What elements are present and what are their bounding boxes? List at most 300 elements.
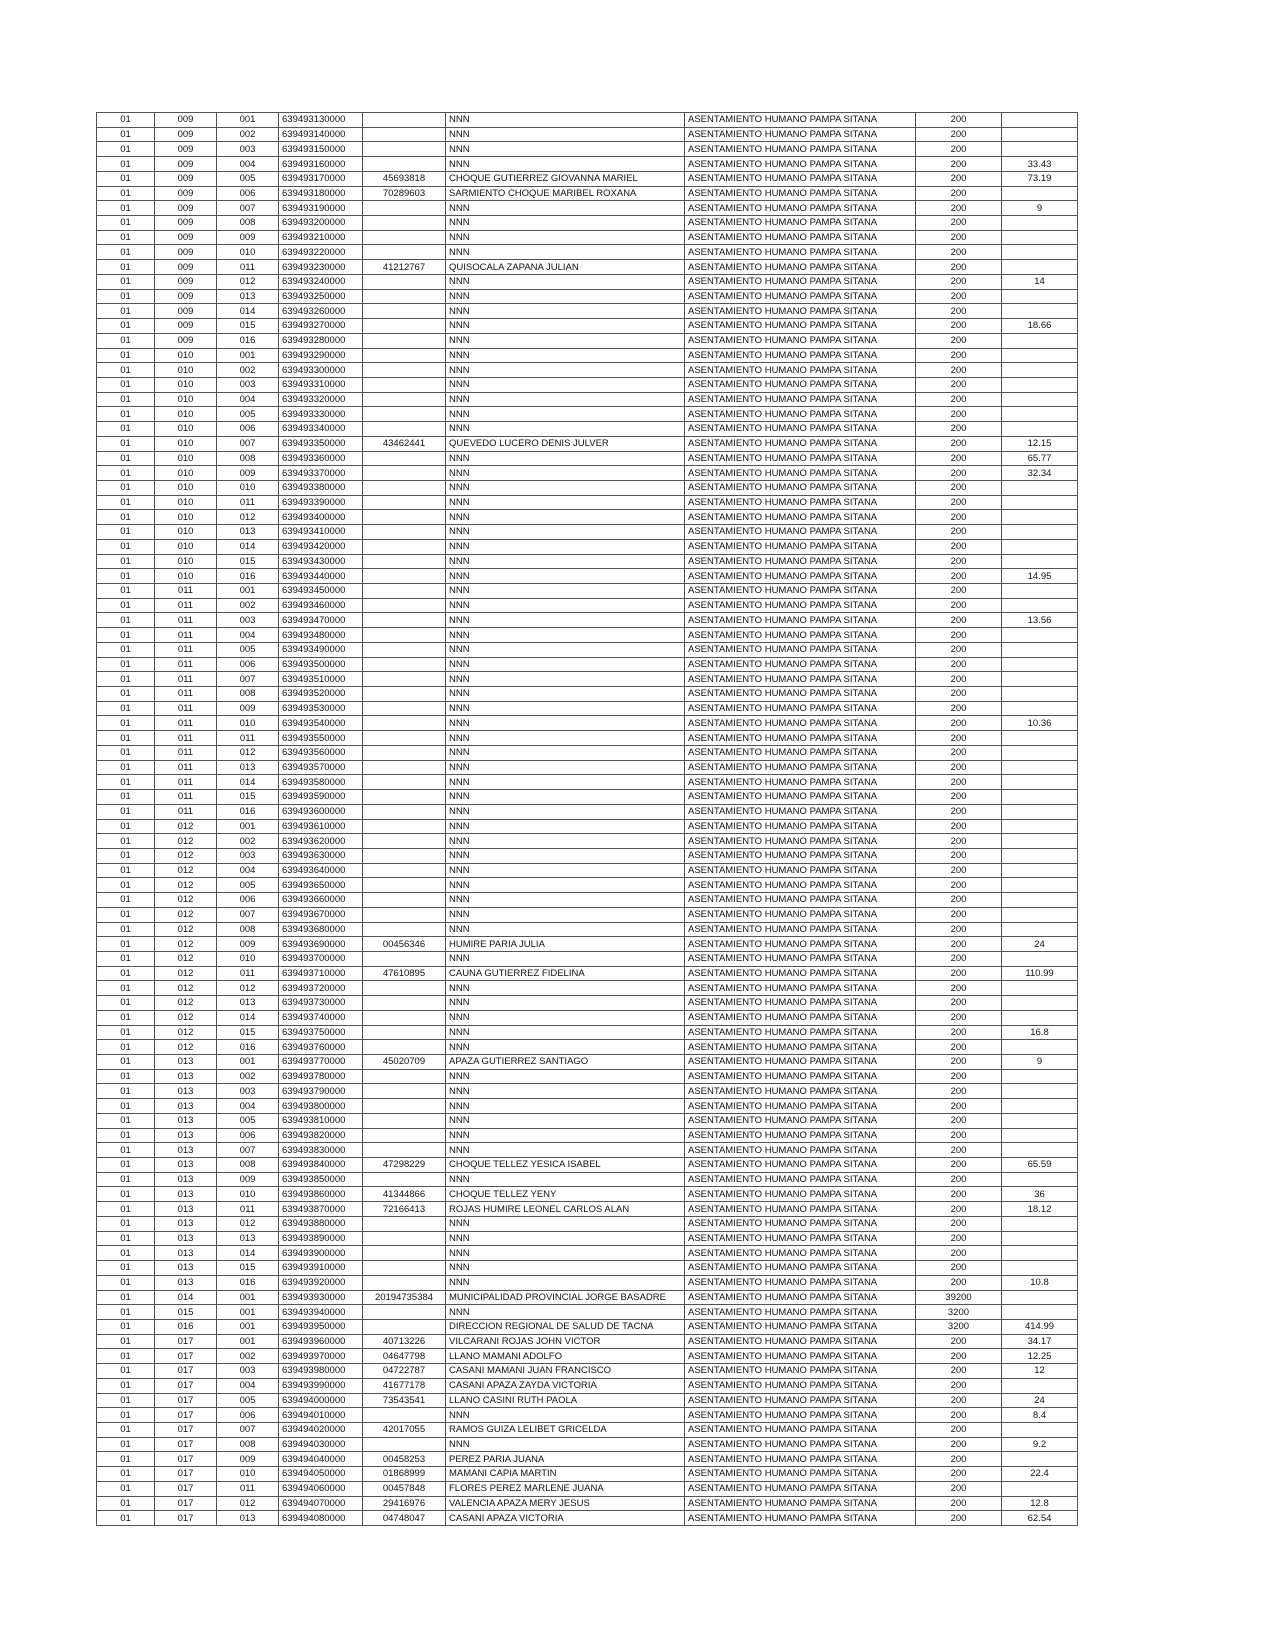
id-number-cell [363,201,446,216]
area-cell: 200 [916,1025,1002,1040]
owner-name-cell: VILCARANI ROJAS JOHN VICTOR [446,1334,685,1349]
lot-cell: 008 [217,922,279,937]
area-cell: 200 [916,1481,1002,1496]
value-cell: 65.59 [1002,1158,1078,1173]
area-cell: 200 [916,804,1002,819]
lot-cell: 012 [217,274,279,289]
area-cell: 200 [916,819,1002,834]
id-number-cell [363,1172,446,1187]
value-cell [1002,951,1078,966]
location-cell: ASENTAMIENTO HUMANO PAMPA SITANA [685,157,916,172]
lot-cell: 004 [217,1099,279,1114]
owner-name-cell: NNN [446,480,685,495]
district-cell: 01 [97,598,155,613]
sector-cell: 010 [155,495,217,510]
table-row [97,171,1078,186]
id-number-cell [363,142,446,157]
area-cell: 200 [916,1467,1002,1482]
owner-name-cell: CHOQUE TELLEZ YESICA ISABEL [446,1158,685,1173]
owner-name-cell: NNN [446,584,685,599]
owner-name-cell: NNN [446,451,685,466]
owner-name-cell: CHOQUE GUTIERREZ GIOVANNA MARIEL [446,171,685,186]
code-cell: 639493450000 [279,584,363,599]
id-number-cell [363,363,446,378]
lot-cell: 007 [217,907,279,922]
code-cell: 639493620000 [279,834,363,849]
area-cell: 200 [916,1202,1002,1217]
location-cell: ASENTAMIENTO HUMANO PAMPA SITANA [685,1452,916,1467]
area-cell: 200 [916,775,1002,790]
sector-cell: 013 [155,1187,217,1202]
district-cell: 01 [97,1305,155,1320]
owner-name-cell: APAZA GUTIERREZ SANTIAGO [446,1055,685,1070]
area-cell: 200 [916,1158,1002,1173]
sector-cell: 010 [155,480,217,495]
owner-name-cell: NNN [446,142,685,157]
owner-name-cell: NNN [446,245,685,260]
table-row [97,1319,1078,1334]
location-cell: ASENTAMIENTO HUMANO PAMPA SITANA [685,760,916,775]
lot-cell: 013 [217,760,279,775]
sector-cell: 017 [155,1467,217,1482]
id-number-cell [363,230,446,245]
lot-cell: 004 [217,628,279,643]
lot-cell: 009 [217,466,279,481]
id-number-cell [363,539,446,554]
lot-cell: 015 [217,1261,279,1276]
location-cell: ASENTAMIENTO HUMANO PAMPA SITANA [685,1143,916,1158]
table-row [97,1364,1078,1379]
lot-cell: 014 [217,304,279,319]
id-number-cell: 47610895 [363,966,446,981]
code-cell: 639493220000 [279,245,363,260]
location-cell: ASENTAMIENTO HUMANO PAMPA SITANA [685,230,916,245]
code-cell: 639493970000 [279,1349,363,1364]
table-row [97,1231,1078,1246]
owner-name-cell: NNN [446,1010,685,1025]
table-row [97,1290,1078,1305]
owner-name-cell: ROJAS HUMIRE LEONEL CARLOS ALAN [446,1202,685,1217]
code-cell: 639493260000 [279,304,363,319]
sector-cell: 011 [155,760,217,775]
code-cell: 639493910000 [279,1261,363,1276]
area-cell: 200 [916,613,1002,628]
code-cell: 639493720000 [279,981,363,996]
id-number-cell: 73543541 [363,1393,446,1408]
owner-name-cell: NNN [446,1275,685,1290]
id-number-cell [363,657,446,672]
location-cell: ASENTAMIENTO HUMANO PAMPA SITANA [685,1319,916,1334]
owner-name-cell: NNN [446,1408,685,1423]
area-cell: 200 [916,951,1002,966]
sector-cell: 013 [155,1275,217,1290]
table-row [97,1467,1078,1482]
location-cell: ASENTAMIENTO HUMANO PAMPA SITANA [685,1084,916,1099]
value-cell [1002,1378,1078,1393]
area-cell: 200 [916,1393,1002,1408]
location-cell: ASENTAMIENTO HUMANO PAMPA SITANA [685,1290,916,1305]
value-cell [1002,672,1078,687]
lot-cell: 016 [217,333,279,348]
id-number-cell [363,451,446,466]
location-cell: ASENTAMIENTO HUMANO PAMPA SITANA [685,436,916,451]
lot-cell: 008 [217,451,279,466]
code-cell: 639493320000 [279,392,363,407]
district-cell: 01 [97,1349,155,1364]
location-cell: ASENTAMIENTO HUMANO PAMPA SITANA [685,1364,916,1379]
id-number-cell [363,333,446,348]
owner-name-cell: NNN [446,657,685,672]
sector-cell: 013 [155,1055,217,1070]
location-cell: ASENTAMIENTO HUMANO PAMPA SITANA [685,142,916,157]
value-cell: 12 [1002,1364,1078,1379]
table-row [97,480,1078,495]
district-cell: 01 [97,539,155,554]
table-row [97,348,1078,363]
owner-name-cell: QUISOCALA ZAPANA JULIAN [446,260,685,275]
sector-cell: 015 [155,1305,217,1320]
owner-name-cell: NNN [446,422,685,437]
location-cell: ASENTAMIENTO HUMANO PAMPA SITANA [685,539,916,554]
table-row [97,1084,1078,1099]
table-row [97,687,1078,702]
area-cell: 200 [916,289,1002,304]
id-number-cell [363,274,446,289]
owner-name-cell: NNN [446,893,685,908]
district-cell: 01 [97,348,155,363]
code-cell: 639493350000 [279,436,363,451]
value-cell [1002,1290,1078,1305]
district-cell: 01 [97,569,155,584]
sector-cell: 012 [155,937,217,952]
id-number-cell [363,1113,446,1128]
area-cell: 200 [916,539,1002,554]
id-number-cell [363,672,446,687]
owner-name-cell: NNN [446,760,685,775]
owner-name-cell: FLORES PEREZ MARLENE JUANA [446,1481,685,1496]
value-cell: 13.56 [1002,613,1078,628]
district-cell: 01 [97,584,155,599]
table-row [97,363,1078,378]
lot-cell: 007 [217,1422,279,1437]
code-cell: 639493370000 [279,466,363,481]
area-cell: 200 [916,377,1002,392]
area-cell: 200 [916,1511,1002,1526]
value-cell [1002,731,1078,746]
table-row [97,1055,1078,1070]
district-cell: 01 [97,1334,155,1349]
owner-name-cell: NNN [446,1084,685,1099]
area-cell: 200 [916,1069,1002,1084]
value-cell [1002,701,1078,716]
code-cell: 639493920000 [279,1275,363,1290]
table-row [97,1246,1078,1261]
owner-name-cell: NNN [446,1261,685,1276]
value-cell: 62.54 [1002,1511,1078,1526]
sector-cell: 012 [155,907,217,922]
id-number-cell [363,907,446,922]
code-cell: 639493520000 [279,687,363,702]
lot-cell: 008 [217,687,279,702]
location-cell: ASENTAMIENTO HUMANO PAMPA SITANA [685,996,916,1011]
value-cell [1002,113,1078,128]
lot-cell: 012 [217,745,279,760]
lot-cell: 011 [217,1202,279,1217]
location-cell: ASENTAMIENTO HUMANO PAMPA SITANA [685,775,916,790]
district-cell: 01 [97,1055,155,1070]
sector-cell: 011 [155,598,217,613]
area-cell: 200 [916,863,1002,878]
area-cell: 200 [916,848,1002,863]
district-cell: 01 [97,804,155,819]
district-cell: 01 [97,1496,155,1511]
sector-cell: 012 [155,878,217,893]
district-cell: 01 [97,157,155,172]
table-row [97,422,1078,437]
code-cell: 639493750000 [279,1025,363,1040]
id-number-cell [363,113,446,128]
code-cell: 639493180000 [279,186,363,201]
location-cell: ASENTAMIENTO HUMANO PAMPA SITANA [685,1261,916,1276]
lot-cell: 001 [217,1055,279,1070]
district-cell: 01 [97,1040,155,1055]
district-cell: 01 [97,1025,155,1040]
district-cell: 01 [97,201,155,216]
sector-cell: 011 [155,716,217,731]
sector-cell: 009 [155,186,217,201]
id-number-cell [363,407,446,422]
value-cell: 12.8 [1002,1496,1078,1511]
value-cell [1002,127,1078,142]
location-cell: ASENTAMIENTO HUMANO PAMPA SITANA [685,392,916,407]
location-cell: ASENTAMIENTO HUMANO PAMPA SITANA [685,333,916,348]
value-cell: 18.66 [1002,319,1078,334]
sector-cell: 013 [155,1216,217,1231]
lot-cell: 010 [217,716,279,731]
sector-cell: 011 [155,745,217,760]
code-cell: 639493240000 [279,274,363,289]
value-cell [1002,1246,1078,1261]
table-row [97,304,1078,319]
id-number-cell [363,775,446,790]
sector-cell: 010 [155,363,217,378]
records-table-body [97,113,1078,1526]
code-cell: 639493870000 [279,1202,363,1217]
table-row [97,878,1078,893]
sector-cell: 012 [155,1010,217,1025]
sector-cell: 013 [155,1158,217,1173]
table-row [97,1025,1078,1040]
owner-name-cell: HUMIRE PARIA JULIA [446,937,685,952]
code-cell: 639494000000 [279,1393,363,1408]
table-row [97,996,1078,1011]
value-cell: 36 [1002,1187,1078,1202]
code-cell: 639493840000 [279,1158,363,1173]
sector-cell: 010 [155,422,217,437]
area-cell: 200 [916,348,1002,363]
code-cell: 639493810000 [279,1113,363,1128]
area-cell: 200 [916,1172,1002,1187]
lot-cell: 002 [217,363,279,378]
owner-name-cell: NNN [446,539,685,554]
value-cell [1002,142,1078,157]
id-number-cell: 04748047 [363,1511,446,1526]
table-row [97,539,1078,554]
sector-cell: 009 [155,201,217,216]
table-row [97,451,1078,466]
table-row [97,1187,1078,1202]
value-cell [1002,775,1078,790]
table-row [97,1113,1078,1128]
district-cell: 01 [97,1202,155,1217]
location-cell: ASENTAMIENTO HUMANO PAMPA SITANA [685,1113,916,1128]
owner-name-cell: NNN [446,525,685,540]
area-cell: 200 [916,672,1002,687]
id-number-cell: 01868999 [363,1467,446,1482]
lot-cell: 015 [217,790,279,805]
value-cell: 12.25 [1002,1349,1078,1364]
area-cell: 200 [916,701,1002,716]
id-number-cell [363,319,446,334]
lot-cell: 012 [217,981,279,996]
value-cell [1002,834,1078,849]
location-cell: ASENTAMIENTO HUMANO PAMPA SITANA [685,745,916,760]
owner-name-cell: MAMANI CAPIA MARTIN [446,1467,685,1482]
code-cell: 639493500000 [279,657,363,672]
table-row [97,436,1078,451]
table-row [97,127,1078,142]
table-row [97,274,1078,289]
district-cell: 01 [97,731,155,746]
value-cell [1002,304,1078,319]
table-row [97,186,1078,201]
value-cell: 16.8 [1002,1025,1078,1040]
code-cell: 639493660000 [279,893,363,908]
lot-cell: 015 [217,554,279,569]
location-cell: ASENTAMIENTO HUMANO PAMPA SITANA [685,790,916,805]
area-cell: 200 [916,1231,1002,1246]
sector-cell: 017 [155,1393,217,1408]
id-number-cell [363,1084,446,1099]
lot-cell: 016 [217,1040,279,1055]
table-row [97,525,1078,540]
id-number-cell [363,1437,446,1452]
area-cell: 200 [916,245,1002,260]
district-cell: 01 [97,1452,155,1467]
location-cell: ASENTAMIENTO HUMANO PAMPA SITANA [685,201,916,216]
owner-name-cell: NNN [446,1216,685,1231]
sector-cell: 012 [155,966,217,981]
lot-cell: 003 [217,1364,279,1379]
id-number-cell [363,804,446,819]
code-cell: 639493550000 [279,731,363,746]
district-cell: 01 [97,834,155,849]
lot-cell: 010 [217,245,279,260]
owner-name-cell: NNN [446,863,685,878]
sector-cell: 013 [155,1172,217,1187]
table-row [97,319,1078,334]
value-cell: 12.15 [1002,436,1078,451]
code-cell: 639493340000 [279,422,363,437]
lot-cell: 006 [217,1128,279,1143]
lot-cell: 013 [217,1511,279,1526]
lot-cell: 014 [217,539,279,554]
area-cell: 200 [916,1452,1002,1467]
value-cell [1002,510,1078,525]
district-cell: 01 [97,1231,155,1246]
value-cell [1002,1216,1078,1231]
id-number-cell [363,127,446,142]
owner-name-cell: NNN [446,216,685,231]
area-cell: 200 [916,922,1002,937]
lot-cell: 009 [217,1452,279,1467]
location-cell: ASENTAMIENTO HUMANO PAMPA SITANA [685,422,916,437]
owner-name-cell: NNN [446,907,685,922]
value-cell [1002,554,1078,569]
id-number-cell: 41344866 [363,1187,446,1202]
owner-name-cell: NNN [446,466,685,481]
lot-cell: 001 [217,348,279,363]
table-row [97,657,1078,672]
district-cell: 01 [97,510,155,525]
id-number-cell [363,893,446,908]
location-cell: ASENTAMIENTO HUMANO PAMPA SITANA [685,1408,916,1423]
id-number-cell [363,216,446,231]
value-cell: 34.17 [1002,1334,1078,1349]
value-cell [1002,981,1078,996]
sector-cell: 017 [155,1481,217,1496]
value-cell [1002,1172,1078,1187]
sector-cell: 013 [155,1202,217,1217]
code-cell: 639493330000 [279,407,363,422]
area-cell: 200 [916,319,1002,334]
area-cell: 200 [916,878,1002,893]
owner-name-cell: NNN [446,672,685,687]
id-number-cell [363,745,446,760]
table-row [97,466,1078,481]
owner-name-cell: SARMIENTO CHOQUE MARIBEL ROXANA [446,186,685,201]
code-cell: 639493770000 [279,1055,363,1070]
area-cell: 200 [916,996,1002,1011]
district-cell: 01 [97,687,155,702]
lot-cell: 010 [217,1467,279,1482]
code-cell: 639494040000 [279,1452,363,1467]
value-cell [1002,1143,1078,1158]
area-cell: 200 [916,642,1002,657]
district-cell: 01 [97,1084,155,1099]
lot-cell: 008 [217,1158,279,1173]
owner-name-cell: NNN [446,113,685,128]
id-number-cell: 41212767 [363,260,446,275]
district-cell: 01 [97,1099,155,1114]
location-cell: ASENTAMIENTO HUMANO PAMPA SITANA [685,1334,916,1349]
owner-name-cell: NNN [446,951,685,966]
area-cell: 200 [916,1275,1002,1290]
value-cell: 8.4 [1002,1408,1078,1423]
id-number-cell [363,1275,446,1290]
owner-name-cell: NNN [446,1040,685,1055]
lot-cell: 003 [217,848,279,863]
id-number-cell [363,495,446,510]
owner-name-cell: NNN [446,716,685,731]
table-row [97,584,1078,599]
district-cell: 01 [97,466,155,481]
table-row [97,981,1078,996]
lot-cell: 014 [217,1010,279,1025]
owner-name-cell: NNN [446,1437,685,1452]
sector-cell: 013 [155,1231,217,1246]
id-number-cell [363,584,446,599]
